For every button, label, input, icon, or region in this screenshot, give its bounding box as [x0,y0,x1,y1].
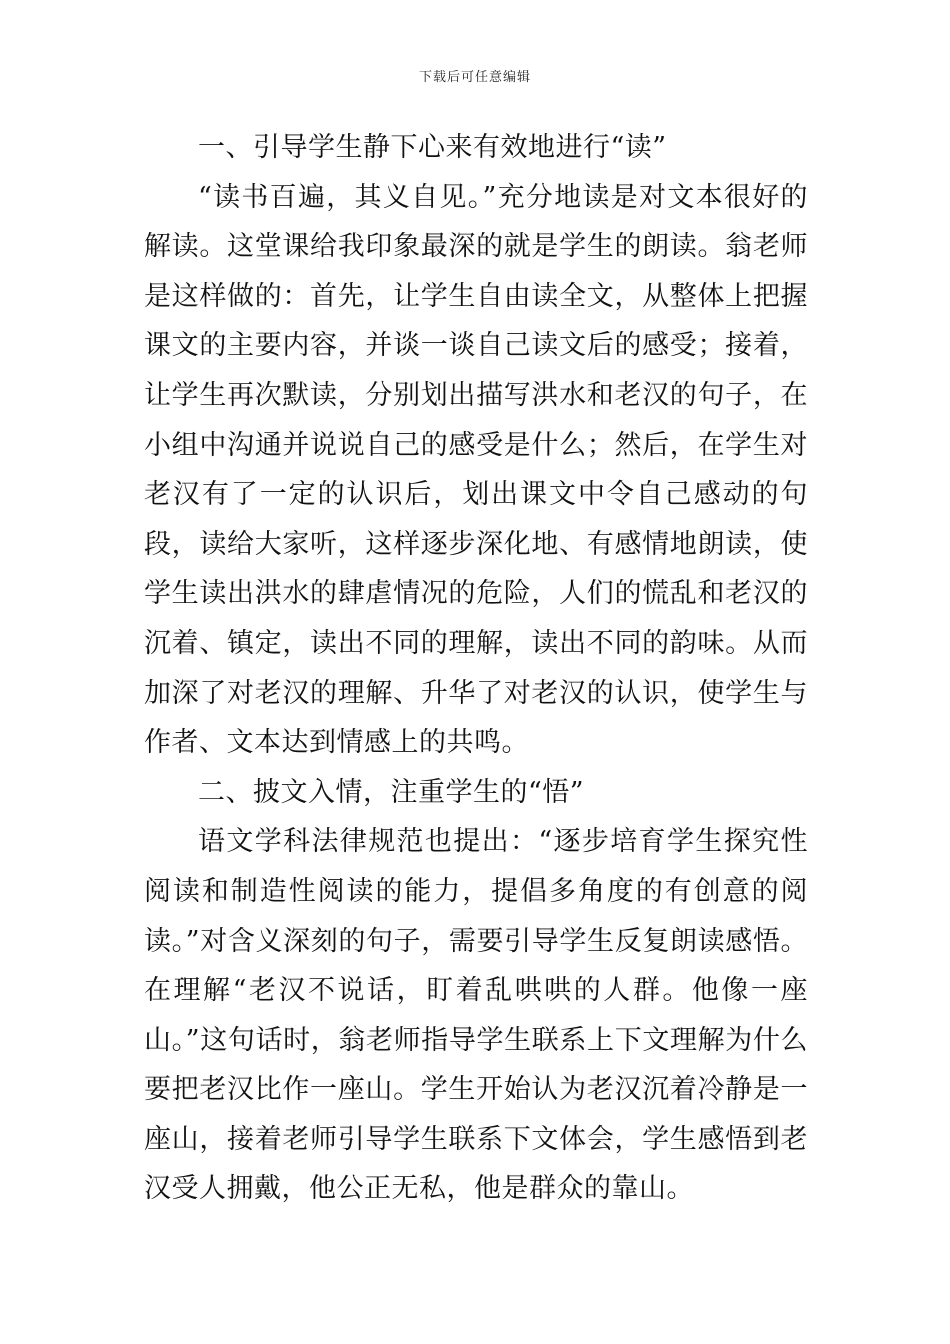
paragraph-2: 语文学科法律规范也提出：“逐步培育学生探究性阅读和制造性阅读的能力，提倡多角度的有创意的阅读。”对含义深刻的句子，需要引导学生反复朗读感悟。在理解“老汉不说话，盯着乱哄哄的人群。他像一座山。”这句话时，翁老师指导学生联系上下文理解为什么要把老汉比作一座山。学生开始认为老汉沉着冷静是一座山，接着老师引导学生联系下文体会，学生感悟到老汉受人拥戴，他公正无私，他是群众的靠山。 [144,826,808,1205]
page-header: 下载后可任意编辑 [418,70,531,85]
document-body [144,123,808,1214]
section-heading-2: 二、披文入情，注重学生的“悟” [198,776,585,808]
section-heading-1: 一、引导学生静下心来有效地进行“读” [198,132,667,163]
paragraph-1: “读书百遍，其义自见。”充分地读是对文本很好的解读。这堂课给我印象最深的就是学生的朗读。翁老师是这样做的：首先，让学生自由读全文，从整体上把握课文的主要内容，并谈一谈自己读文后的感受；接着，让学生再次默读，分别划出描写洪水和老汉的句子，在小组中沟通并说说自己的感受是什么；然后，在学生对老汉有了一定的认识后，划出课文中令自己感动的句段，读给大家听，这样逐步深化地、有感情地朗读，使学生读出洪水的肆虐情况的危险，人们的慌乱和老汉的沉着、镇定，读出不同的理解，读出不同的韵味。从而加深了对老汉的理解、升华了对老汉的认识，使学生与作者、文本达到情感上的共鸣。 [144,181,808,759]
